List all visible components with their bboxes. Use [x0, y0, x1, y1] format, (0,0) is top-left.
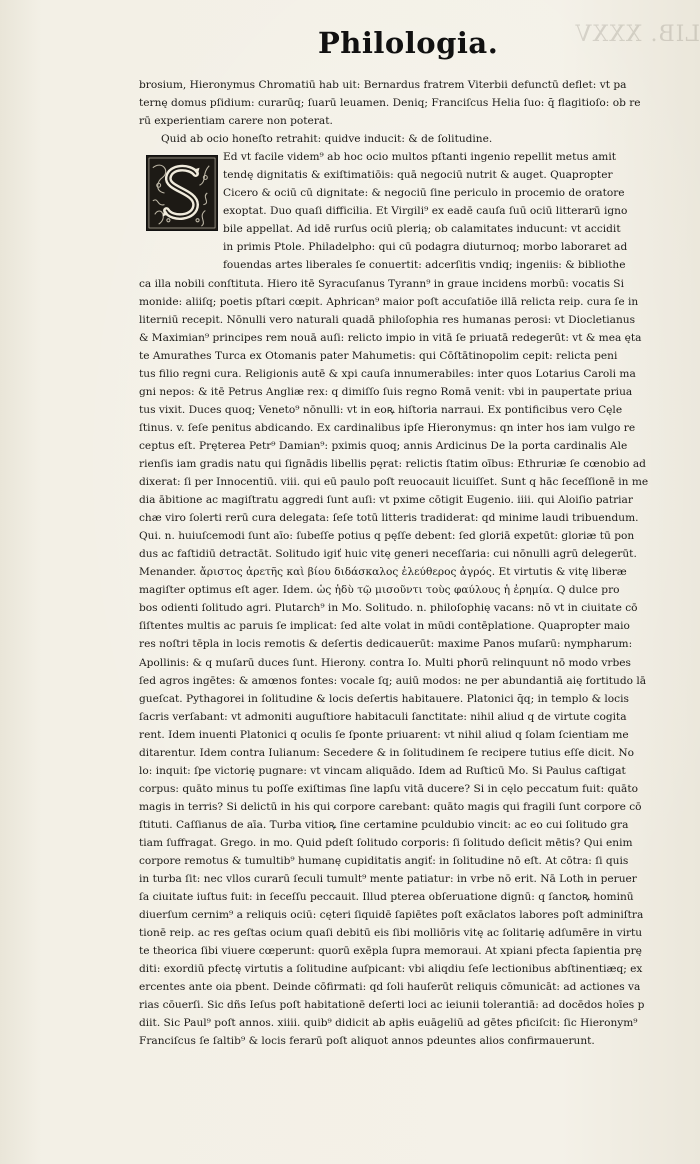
text-line: ſiſtentes multis ac paruis ſe implicat: ſed alte volat in mūdi contēplatione. Quapropter maio: [139, 620, 630, 633]
text-line: tus vixit. Duces quoq; Veneto⁹ nōnulli: vt in eoꝶ hiſtoria narraui. Ex pontificibus vero Cęle: [139, 403, 623, 416]
text-line: diit. Sic Paul⁹ poſt annos. xiiii. quib⁹ didicit ab apłis euāgeliū ad gētes pficiſcit: ſic Hieronym⁹: [139, 1017, 638, 1030]
text-line: te Amurathes Turca ex Otomanis pater Mahumetis: qui Cōſtātinopolim cepit: relicta peni: [139, 349, 618, 362]
text-line: rias cōuerſi. Sic dñs Ieſus poſt habitationē deſerti loci ac ieiunii tolerantiā: ad docēdos hoīes p: [139, 999, 645, 1012]
show-through-text: LIB. XXXV: [574, 22, 700, 47]
body-text: [139, 76, 684, 1051]
text-line: ſtituti. Caſſianus de aīa. Turba vitioꝶ ſine certamine pculdubio vincit: ac eo cui ſolitudo gra: [139, 818, 629, 831]
text-line: ca illa nobili conſtituta. Hiero itē Syracuſanus Tyrann⁹ in graue incidens morbū: vocatis Si: [139, 277, 624, 290]
text-line: tus filio regni cura. Religionis autē & xpi cauſa innumerabiles: inter quos Lotarius Caroli ma: [139, 367, 636, 380]
text-line: ternę domus pſidium: curarūq; ſuarū leuamen. Deniq; Franciſcus Helia ſuo: q̄ flagitioſo: ob re: [139, 97, 641, 110]
text-line: Apollinis: & q muſarū duces ſunt. Hierony. contra Io. Multi pħorū relinquunt nō modo vrbes: [139, 656, 631, 669]
text-line: fouendas artes liberales ſe conuertit: adcerſitis vndiq; ingeniis: & bibliothe: [223, 259, 626, 272]
text-line: dus ac faſtidiū detractāt. Solitudo igiť huic vitę generi neceſſaria: cui nōnulli agrū delegerūt.: [139, 548, 637, 561]
text-line: dia ābitione ac magiſtratu aggredi ſunt auſi: vt pxime cōtigit Eugenio. iiii. qui Aloiſio patriar: [139, 494, 633, 507]
text-line: & Maximian⁹ principes rem nouā auſi: relicto impio in vitā ſe priuatā redegerūt: vt & mea ętа: [139, 331, 642, 344]
text-line: in primis Ptole. Philadelpho: qui cū podagra diuturnoq; morbo laboraret ad: [223, 241, 628, 254]
text-line: ſacris verſabant: vt admoniti auguſtiore habitaculi ſanctitate: nihil aliud q de virtute cogita: [139, 710, 627, 723]
text-line: Qui. n. huiuſcemodi ſunt aīo: ſubeſſe potius q pęſſe debent: ſed gloriā expetūt: gloriæ tū pon: [139, 530, 635, 543]
text-line: ſa ciuitate iuſtus fuit: in ſeceſſu peccauit. Illud pterea obſeruatione dignū: q ſanctoꝶ hominū: [139, 891, 634, 904]
text-line: Quid ab ocio honeſto retrahit: quidve inducit: & de ſolitudine.: [161, 133, 493, 146]
text-line: tionē reip. ac res geſtas ocium quaſi debitū eis ſibi molliōris vitę ac ſolitarię adſumēre in virtu: [139, 927, 643, 940]
text-line: literniū recepit. Nōnulli vero naturali quadā philoſophia res humanas perosi: vt Diocletianus: [139, 313, 636, 326]
text-line: tiam ſuffragat. Grego. in mo. Quid pdeſt ſolitudo corporis: ſi ſolitudo deſicit mētis? Qui enim: [139, 836, 633, 849]
text-line: res noſtri tēpla in locis remotis & deſertis dedicauerūt: maxime Panos muſarū: nympharum:: [139, 638, 633, 651]
text-line: Menander. ἄριστος ἀρετῆς καὶ βίου διδάσκαλος ἐλεύθερος ἀγρός. Et virtutis & vitę liberæ: [139, 566, 627, 579]
text-line: gueſcat. Pythagorei in ſolitudine & locis deſertis habitauere. Platonici q̄q; in templo & locis: [139, 692, 629, 705]
text-line: tendę dignitatis & exiſtimatiōis: quā negociū nutrit & auget. Quapropter: [223, 169, 613, 182]
text-line: in turba ſit: nec vllos curarū ſeculi tumult⁹ mente patiatur: in vrbe nō erit. Nā Loth in peruer: [139, 873, 637, 886]
text-line: ceptus eſt. Pręterea Petr⁹ Damian⁹: pximis quoq; annis Ardicinus De la porta cardinalis Ale: [139, 439, 628, 452]
text-line: te theorica ſibi viuere cœperunt: quorū exēpla ſupra memoraui. At xpiani pfecta ſapientia prę: [139, 945, 642, 958]
text-line: diti: exordiū pfectę virtutis a ſolitudine auſpicant: vbi aliqdiu ſeſe lectionibus abſtinentiæq; ex: [139, 963, 643, 976]
text-line: exoptat. Duo quaſi difficilia. Et Virgili⁹ ex eadē cauſa ſuū ociū litterarū igno: [223, 205, 628, 218]
text-line: corpus: quāto minus tu poſſe exiſtimas ſine lapſu vitā ducere? Si in cęlo peccatum fuit: quāto: [139, 782, 639, 795]
text-line: Franciſcus ſe ſaltib⁹ & locis ferarū poſt aliquot annos pdeuntes alios confirmauerunt.: [139, 1035, 595, 1048]
text-line: magiſter optimus eſt ager. Idem. ὡς ἡδὺ τῷ μισοῦντι τοὺς φαύλους ἡ ἐρημία. Q dulce pro: [139, 584, 620, 597]
text-line: dixerat: ſi per Innocentiū. viii. qui eū paulo poſt reuocauit licuiſſet. Sunt q hāc ſeceſſionē in me: [139, 476, 649, 489]
text-line: Ed vt facile videm⁹ ab hoc ocio multos pſtanti ingenio repellit metus amit: [223, 151, 616, 164]
text-line: ſed agros ingētes: & amœnos fontes: vocale ſq; auiū modos: ne per abundantiā aię fortitudo lā: [139, 674, 647, 687]
text-line: chæ viro ſolerti rerū cura delegata: ſeſe totū litteris tradiderat: qd minime laudi tribuendum.: [139, 512, 639, 525]
text-line: diuerſum cernim⁹ a reliquis ociū: cęteri ſiquidē ſapiētes poſt exāclatos labores poſt adminiſtra: [139, 909, 644, 922]
text-line: bos odienti ſolitudo agri. Plutarch⁹ in Mo. Solitudo. n. philoſophię vacans: nō vt in ciuitate cō: [139, 602, 638, 615]
text-line: bile appellat. Ad idē rurſus ociū plerią; ob calamitates inducunt: vt accidit: [223, 223, 621, 236]
text-line: ditarentur. Idem contra Iulianum: Secedere & in ſolitudinem ſe recipere tutius eſſe dicit. No: [139, 746, 635, 759]
text-line: gni nepos: & itē Petrus Angliæ rex: q dimiſſo ſuis regno Romā venit: vbi in paupertate priua: [139, 385, 633, 398]
text-line: rent. Idem inuenti Platonici q oculis ſe ſponte priuarent: vt nihil aliud q ſolam ſcientiam me: [139, 728, 629, 741]
text-line: brosium, Hieronymus Chromatiū hab uit: Bernardus fratrem Viterbii defunctū deflet: vt pa: [139, 79, 627, 91]
text-line: ſtinus. v. ſeſe penitus abdicando. Ex cardinalibus ipſe Hieronymus: qn inter hos iam vulgo re: [139, 421, 636, 434]
text-line: ercentes ante oia pbent. Deinde cōfirmati: qd ſoli hauſerūt reliquis cōmunicāt: ad actiones va: [139, 981, 641, 994]
text-line: rienſis iam gradis natu qui ſignādis libellis pęrat: relictis ſtatim oībus: Ethruriæ ſe cœnobio ad: [139, 457, 646, 470]
text-line: rū experientiam carere non poterat.: [139, 115, 333, 128]
text-line: magis in terris? Si delictū in his qui corpore carebant: quāto magis qui fragili ſunt corpore cō: [139, 800, 642, 813]
text-line: Cicero & ociū cū dignitate: & negociū ſine periculo in procemio de oratore: [223, 187, 625, 200]
text-line: lo: inquit: ſpe victorię pugnare: vt vincam aliquādo. Idem ad Ruſticū Mo. Si Paulus caſtigat: [139, 764, 626, 777]
text-line: monide: aliiſq; poetis pſtari cœpit. Aphrican⁹ maior poſt accuſatiōe illā relicta reip. cura ſe in: [139, 295, 639, 308]
running-head: Philologia.: [318, 26, 499, 60]
text-line: corpore remotus & tumultib⁹ humanę cupiditatis angiť: in ſolitudine nō eſt. At cōtra: ſi quis: [139, 855, 629, 868]
